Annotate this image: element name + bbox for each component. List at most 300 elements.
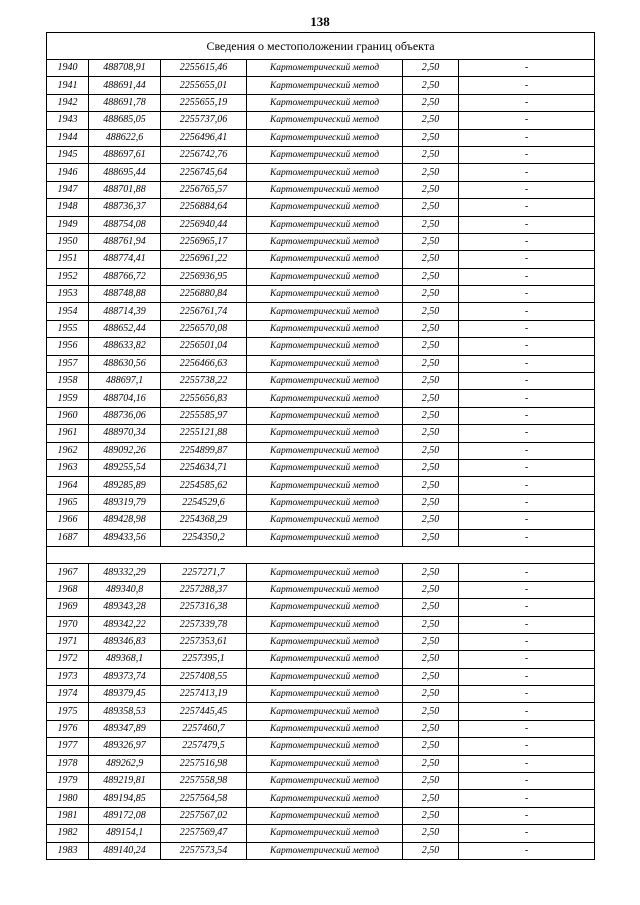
point-number-cell: 1954 <box>47 303 89 320</box>
description-cell: - <box>459 60 595 77</box>
point-number-cell: 1965 <box>47 494 89 511</box>
x-coordinate-cell: 488766,72 <box>89 268 161 285</box>
method-cell: Картометрический метод <box>247 442 403 459</box>
table-row <box>47 303 595 320</box>
table-row <box>47 338 595 355</box>
description-cell: - <box>459 320 595 337</box>
method-cell: Картометрический метод <box>247 633 403 650</box>
method-cell: Картометрический метод <box>247 407 403 424</box>
x-coordinate-cell: 489433,56 <box>89 529 161 546</box>
description-cell: - <box>459 825 595 842</box>
point-number-cell: 1980 <box>47 790 89 807</box>
method-cell: Картометрический метод <box>247 373 403 390</box>
y-coordinate-cell: 2255655,19 <box>161 94 247 111</box>
method-cell: Картометрический метод <box>247 686 403 703</box>
accuracy-cell: 2,50 <box>403 564 459 581</box>
table-row <box>47 581 595 598</box>
table-row <box>47 790 595 807</box>
method-cell: Картометрический метод <box>247 112 403 129</box>
table-row <box>47 320 595 337</box>
x-coordinate-cell: 488714,39 <box>89 303 161 320</box>
point-number-cell: 1982 <box>47 825 89 842</box>
table-row <box>47 738 595 755</box>
x-coordinate-cell: 489326,97 <box>89 738 161 755</box>
point-number-cell: 1957 <box>47 355 89 372</box>
point-number-cell: 1968 <box>47 581 89 598</box>
table-row <box>47 599 595 616</box>
table-row <box>47 459 595 476</box>
description-cell: - <box>459 373 595 390</box>
accuracy-cell: 2,50 <box>403 390 459 407</box>
point-number-cell: 1973 <box>47 668 89 685</box>
method-cell: Картометрический метод <box>247 529 403 546</box>
description-cell: - <box>459 407 595 424</box>
x-coordinate-cell: 489368,1 <box>89 651 161 668</box>
point-number-cell: 1981 <box>47 807 89 824</box>
point-number-cell: 1942 <box>47 94 89 111</box>
y-coordinate-cell: 2257288,37 <box>161 581 247 598</box>
table-row <box>47 442 595 459</box>
x-coordinate-cell: 489343,28 <box>89 599 161 616</box>
table-row <box>47 390 595 407</box>
table-row <box>47 529 595 546</box>
method-cell: Картометрический метод <box>247 199 403 216</box>
method-cell: Картометрический метод <box>247 251 403 268</box>
empty-separator-cell <box>47 546 595 563</box>
y-coordinate-cell: 2256501,04 <box>161 338 247 355</box>
description-cell: - <box>459 581 595 598</box>
x-coordinate-cell: 488630,56 <box>89 355 161 372</box>
y-coordinate-cell: 2255655,01 <box>161 77 247 94</box>
y-coordinate-cell: 2256884,64 <box>161 199 247 216</box>
y-coordinate-cell: 2255737,06 <box>161 112 247 129</box>
point-number-cell: 1967 <box>47 564 89 581</box>
x-coordinate-cell: 488697,1 <box>89 373 161 390</box>
accuracy-cell: 2,50 <box>403 407 459 424</box>
description-cell: - <box>459 686 595 703</box>
y-coordinate-cell: 2257479,5 <box>161 738 247 755</box>
description-cell: - <box>459 112 595 129</box>
table-body <box>47 33 595 860</box>
description-cell: - <box>459 251 595 268</box>
x-coordinate-cell: 489154,1 <box>89 825 161 842</box>
table-row <box>47 181 595 198</box>
table-row <box>47 825 595 842</box>
point-number-cell: 1978 <box>47 755 89 772</box>
y-coordinate-cell: 2255738,22 <box>161 373 247 390</box>
y-coordinate-cell: 2257564,58 <box>161 790 247 807</box>
y-coordinate-cell: 2257445,45 <box>161 703 247 720</box>
accuracy-cell: 2,50 <box>403 286 459 303</box>
table-row <box>47 703 595 720</box>
description-cell: - <box>459 268 595 285</box>
description-cell: - <box>459 668 595 685</box>
accuracy-cell: 2,50 <box>403 807 459 824</box>
y-coordinate-cell: 2254368,29 <box>161 512 247 529</box>
table-row <box>47 268 595 285</box>
table-title: Сведения о местоположении границ объекта <box>47 33 595 60</box>
table-row <box>47 720 595 737</box>
table-row <box>47 146 595 163</box>
y-coordinate-cell: 2257460,7 <box>161 720 247 737</box>
x-coordinate-cell: 488622,6 <box>89 129 161 146</box>
y-coordinate-cell: 2255656,83 <box>161 390 247 407</box>
description-cell: - <box>459 616 595 633</box>
table-row <box>47 842 595 859</box>
method-cell: Картометрический метод <box>247 738 403 755</box>
description-cell: - <box>459 651 595 668</box>
method-cell: Картометрический метод <box>247 494 403 511</box>
method-cell: Картометрический метод <box>247 755 403 772</box>
accuracy-cell: 2,50 <box>403 320 459 337</box>
x-coordinate-cell: 488748,88 <box>89 286 161 303</box>
description-cell: - <box>459 773 595 790</box>
accuracy-cell: 2,50 <box>403 842 459 859</box>
y-coordinate-cell: 2254350,2 <box>161 529 247 546</box>
point-number-cell: 1977 <box>47 738 89 755</box>
method-cell: Картометрический метод <box>247 773 403 790</box>
accuracy-cell: 2,50 <box>403 338 459 355</box>
description-cell: - <box>459 425 595 442</box>
point-number-cell: 1961 <box>47 425 89 442</box>
accuracy-cell: 2,50 <box>403 459 459 476</box>
x-coordinate-cell: 489358,53 <box>89 703 161 720</box>
description-cell: - <box>459 807 595 824</box>
point-number-cell: 1983 <box>47 842 89 859</box>
accuracy-cell: 2,50 <box>403 790 459 807</box>
accuracy-cell: 2,50 <box>403 442 459 459</box>
table-row <box>47 755 595 772</box>
table-row <box>47 651 595 668</box>
point-number-cell: 1959 <box>47 390 89 407</box>
method-cell: Картометрический метод <box>247 477 403 494</box>
description-cell: - <box>459 355 595 372</box>
accuracy-cell: 2,50 <box>403 164 459 181</box>
accuracy-cell: 2,50 <box>403 633 459 650</box>
method-cell: Картометрический метод <box>247 233 403 250</box>
method-cell: Картометрический метод <box>247 807 403 824</box>
point-number-cell: 1947 <box>47 181 89 198</box>
table-row <box>47 199 595 216</box>
method-cell: Картометрический метод <box>247 216 403 233</box>
x-coordinate-cell: 488697,61 <box>89 146 161 163</box>
method-cell: Картометрический метод <box>247 512 403 529</box>
description-cell: - <box>459 564 595 581</box>
x-coordinate-cell: 488970,34 <box>89 425 161 442</box>
point-number-cell: 1946 <box>47 164 89 181</box>
group-separator-row <box>47 546 595 563</box>
y-coordinate-cell: 2256745,64 <box>161 164 247 181</box>
x-coordinate-cell: 488704,16 <box>89 390 161 407</box>
table-row <box>47 564 595 581</box>
table-row <box>47 94 595 111</box>
description-cell: - <box>459 286 595 303</box>
x-coordinate-cell: 489262,9 <box>89 755 161 772</box>
description-cell: - <box>459 199 595 216</box>
description-cell: - <box>459 94 595 111</box>
y-coordinate-cell: 2256880,84 <box>161 286 247 303</box>
y-coordinate-cell: 2257271,7 <box>161 564 247 581</box>
table-row <box>47 773 595 790</box>
point-number-cell: 1952 <box>47 268 89 285</box>
table-row <box>47 216 595 233</box>
table-row <box>47 286 595 303</box>
point-number-cell: 1960 <box>47 407 89 424</box>
x-coordinate-cell: 489379,45 <box>89 686 161 703</box>
point-number-cell: 1976 <box>47 720 89 737</box>
x-coordinate-cell: 489140,24 <box>89 842 161 859</box>
y-coordinate-cell: 2255121,88 <box>161 425 247 442</box>
point-number-cell: 1949 <box>47 216 89 233</box>
description-cell: - <box>459 129 595 146</box>
accuracy-cell: 2,50 <box>403 825 459 842</box>
table-row <box>47 494 595 511</box>
table-row <box>47 112 595 129</box>
x-coordinate-cell: 489340,8 <box>89 581 161 598</box>
description-cell: - <box>459 842 595 859</box>
description-cell: - <box>459 181 595 198</box>
point-number-cell: 1943 <box>47 112 89 129</box>
table-row <box>47 77 595 94</box>
table-row <box>47 668 595 685</box>
description-cell: - <box>459 599 595 616</box>
page-number: 138 <box>310 14 330 29</box>
table-row <box>47 251 595 268</box>
x-coordinate-cell: 488633,82 <box>89 338 161 355</box>
table-row <box>47 129 595 146</box>
table-row <box>47 686 595 703</box>
description-cell: - <box>459 633 595 650</box>
y-coordinate-cell: 2256466,63 <box>161 355 247 372</box>
y-coordinate-cell: 2254585,62 <box>161 477 247 494</box>
method-cell: Картометрический метод <box>247 459 403 476</box>
y-coordinate-cell: 2254634,71 <box>161 459 247 476</box>
x-coordinate-cell: 489219,81 <box>89 773 161 790</box>
method-cell: Картометрический метод <box>247 581 403 598</box>
point-number-cell: 1966 <box>47 512 89 529</box>
y-coordinate-cell: 2257567,02 <box>161 807 247 824</box>
x-coordinate-cell: 489373,74 <box>89 668 161 685</box>
accuracy-cell: 2,50 <box>403 77 459 94</box>
method-cell: Картометрический метод <box>247 564 403 581</box>
x-coordinate-cell: 488736,37 <box>89 199 161 216</box>
method-cell: Картометрический метод <box>247 599 403 616</box>
method-cell: Картометрический метод <box>247 668 403 685</box>
y-coordinate-cell: 2257316,38 <box>161 599 247 616</box>
accuracy-cell: 2,50 <box>403 216 459 233</box>
y-coordinate-cell: 2256761,74 <box>161 303 247 320</box>
y-coordinate-cell: 2255585,97 <box>161 407 247 424</box>
table-row <box>47 355 595 372</box>
x-coordinate-cell: 488708,91 <box>89 60 161 77</box>
point-number-cell: 1974 <box>47 686 89 703</box>
accuracy-cell: 2,50 <box>403 651 459 668</box>
y-coordinate-cell: 2256496,41 <box>161 129 247 146</box>
point-number-cell: 1950 <box>47 233 89 250</box>
y-coordinate-cell: 2257573,54 <box>161 842 247 859</box>
x-coordinate-cell: 488652,44 <box>89 320 161 337</box>
accuracy-cell: 2,50 <box>403 268 459 285</box>
point-number-cell: 1941 <box>47 77 89 94</box>
point-number-cell: 1979 <box>47 773 89 790</box>
table-row <box>47 373 595 390</box>
y-coordinate-cell: 2257516,98 <box>161 755 247 772</box>
method-cell: Картометрический метод <box>247 286 403 303</box>
x-coordinate-cell: 488774,41 <box>89 251 161 268</box>
method-cell: Картометрический метод <box>247 94 403 111</box>
y-coordinate-cell: 2254529,6 <box>161 494 247 511</box>
point-number-cell: 1971 <box>47 633 89 650</box>
y-coordinate-cell: 2257558,98 <box>161 773 247 790</box>
x-coordinate-cell: 489092,26 <box>89 442 161 459</box>
method-cell: Картометрический метод <box>247 181 403 198</box>
x-coordinate-cell: 489319,79 <box>89 494 161 511</box>
point-number-cell: 1945 <box>47 146 89 163</box>
description-cell: - <box>459 77 595 94</box>
method-cell: Картометрический метод <box>247 77 403 94</box>
y-coordinate-cell: 2256940,44 <box>161 216 247 233</box>
point-number-cell: 1958 <box>47 373 89 390</box>
y-coordinate-cell: 2255615,46 <box>161 60 247 77</box>
point-number-cell: 1970 <box>47 616 89 633</box>
table-row <box>47 164 595 181</box>
description-cell: - <box>459 494 595 511</box>
accuracy-cell: 2,50 <box>403 181 459 198</box>
accuracy-cell: 2,50 <box>403 373 459 390</box>
description-cell: - <box>459 233 595 250</box>
method-cell: Картометрический метод <box>247 320 403 337</box>
description-cell: - <box>459 529 595 546</box>
table-title-row <box>47 33 595 60</box>
description-cell: - <box>459 790 595 807</box>
accuracy-cell: 2,50 <box>403 146 459 163</box>
point-number-cell: 1955 <box>47 320 89 337</box>
description-cell: - <box>459 338 595 355</box>
x-coordinate-cell: 488695,44 <box>89 164 161 181</box>
point-number-cell: 1687 <box>47 529 89 546</box>
method-cell: Картометрический метод <box>247 842 403 859</box>
method-cell: Картометрический метод <box>247 164 403 181</box>
accuracy-cell: 2,50 <box>403 703 459 720</box>
y-coordinate-cell: 2257569,47 <box>161 825 247 842</box>
point-number-cell: 1953 <box>47 286 89 303</box>
accuracy-cell: 2,50 <box>403 94 459 111</box>
table-row <box>47 233 595 250</box>
method-cell: Картометрический метод <box>247 790 403 807</box>
accuracy-cell: 2,50 <box>403 355 459 372</box>
y-coordinate-cell: 2257353,61 <box>161 633 247 650</box>
point-number-cell: 1969 <box>47 599 89 616</box>
x-coordinate-cell: 488691,44 <box>89 77 161 94</box>
description-cell: - <box>459 442 595 459</box>
point-number-cell: 1963 <box>47 459 89 476</box>
y-coordinate-cell: 2257339,78 <box>161 616 247 633</box>
accuracy-cell: 2,50 <box>403 251 459 268</box>
description-cell: - <box>459 720 595 737</box>
table-row <box>47 512 595 529</box>
x-coordinate-cell: 489172,08 <box>89 807 161 824</box>
method-cell: Картометрический метод <box>247 390 403 407</box>
method-cell: Картометрический метод <box>247 129 403 146</box>
accuracy-cell: 2,50 <box>403 616 459 633</box>
y-coordinate-cell: 2257395,1 <box>161 651 247 668</box>
accuracy-cell: 2,50 <box>403 755 459 772</box>
accuracy-cell: 2,50 <box>403 112 459 129</box>
accuracy-cell: 2,50 <box>403 60 459 77</box>
method-cell: Картометрический метод <box>247 60 403 77</box>
method-cell: Картометрический метод <box>247 425 403 442</box>
point-number-cell: 1951 <box>47 251 89 268</box>
accuracy-cell: 2,50 <box>403 512 459 529</box>
point-number-cell: 1972 <box>47 651 89 668</box>
accuracy-cell: 2,50 <box>403 599 459 616</box>
accuracy-cell: 2,50 <box>403 738 459 755</box>
description-cell: - <box>459 477 595 494</box>
description-cell: - <box>459 146 595 163</box>
x-coordinate-cell: 488736,06 <box>89 407 161 424</box>
accuracy-cell: 2,50 <box>403 773 459 790</box>
y-coordinate-cell: 2257408,55 <box>161 668 247 685</box>
method-cell: Картометрический метод <box>247 355 403 372</box>
table-row <box>47 807 595 824</box>
method-cell: Картометрический метод <box>247 303 403 320</box>
x-coordinate-cell: 489194,85 <box>89 790 161 807</box>
description-cell: - <box>459 164 595 181</box>
method-cell: Картометрический метод <box>247 146 403 163</box>
x-coordinate-cell: 488761,94 <box>89 233 161 250</box>
point-number-cell: 1956 <box>47 338 89 355</box>
table-row <box>47 407 595 424</box>
x-coordinate-cell: 489342,22 <box>89 616 161 633</box>
point-number-cell: 1940 <box>47 60 89 77</box>
table-row <box>47 60 595 77</box>
y-coordinate-cell: 2254899,87 <box>161 442 247 459</box>
point-number-cell: 1975 <box>47 703 89 720</box>
method-cell: Картометрический метод <box>247 338 403 355</box>
x-coordinate-cell: 488685,05 <box>89 112 161 129</box>
y-coordinate-cell: 2256965,17 <box>161 233 247 250</box>
accuracy-cell: 2,50 <box>403 529 459 546</box>
y-coordinate-cell: 2256742,76 <box>161 146 247 163</box>
accuracy-cell: 2,50 <box>403 199 459 216</box>
description-cell: - <box>459 512 595 529</box>
x-coordinate-cell: 489285,89 <box>89 477 161 494</box>
accuracy-cell: 2,50 <box>403 720 459 737</box>
description-cell: - <box>459 303 595 320</box>
x-coordinate-cell: 488701,88 <box>89 181 161 198</box>
point-number-cell: 1962 <box>47 442 89 459</box>
y-coordinate-cell: 2257413,19 <box>161 686 247 703</box>
y-coordinate-cell: 2256765,57 <box>161 181 247 198</box>
accuracy-cell: 2,50 <box>403 668 459 685</box>
accuracy-cell: 2,50 <box>403 425 459 442</box>
method-cell: Картометрический метод <box>247 616 403 633</box>
method-cell: Картометрический метод <box>247 720 403 737</box>
method-cell: Картометрический метод <box>247 703 403 720</box>
accuracy-cell: 2,50 <box>403 494 459 511</box>
table-row <box>47 633 595 650</box>
accuracy-cell: 2,50 <box>403 477 459 494</box>
description-cell: - <box>459 390 595 407</box>
x-coordinate-cell: 488691,78 <box>89 94 161 111</box>
x-coordinate-cell: 489332,29 <box>89 564 161 581</box>
x-coordinate-cell: 489255,54 <box>89 459 161 476</box>
y-coordinate-cell: 2256961,22 <box>161 251 247 268</box>
description-cell: - <box>459 703 595 720</box>
table-row <box>47 425 595 442</box>
description-cell: - <box>459 216 595 233</box>
method-cell: Картометрический метод <box>247 651 403 668</box>
